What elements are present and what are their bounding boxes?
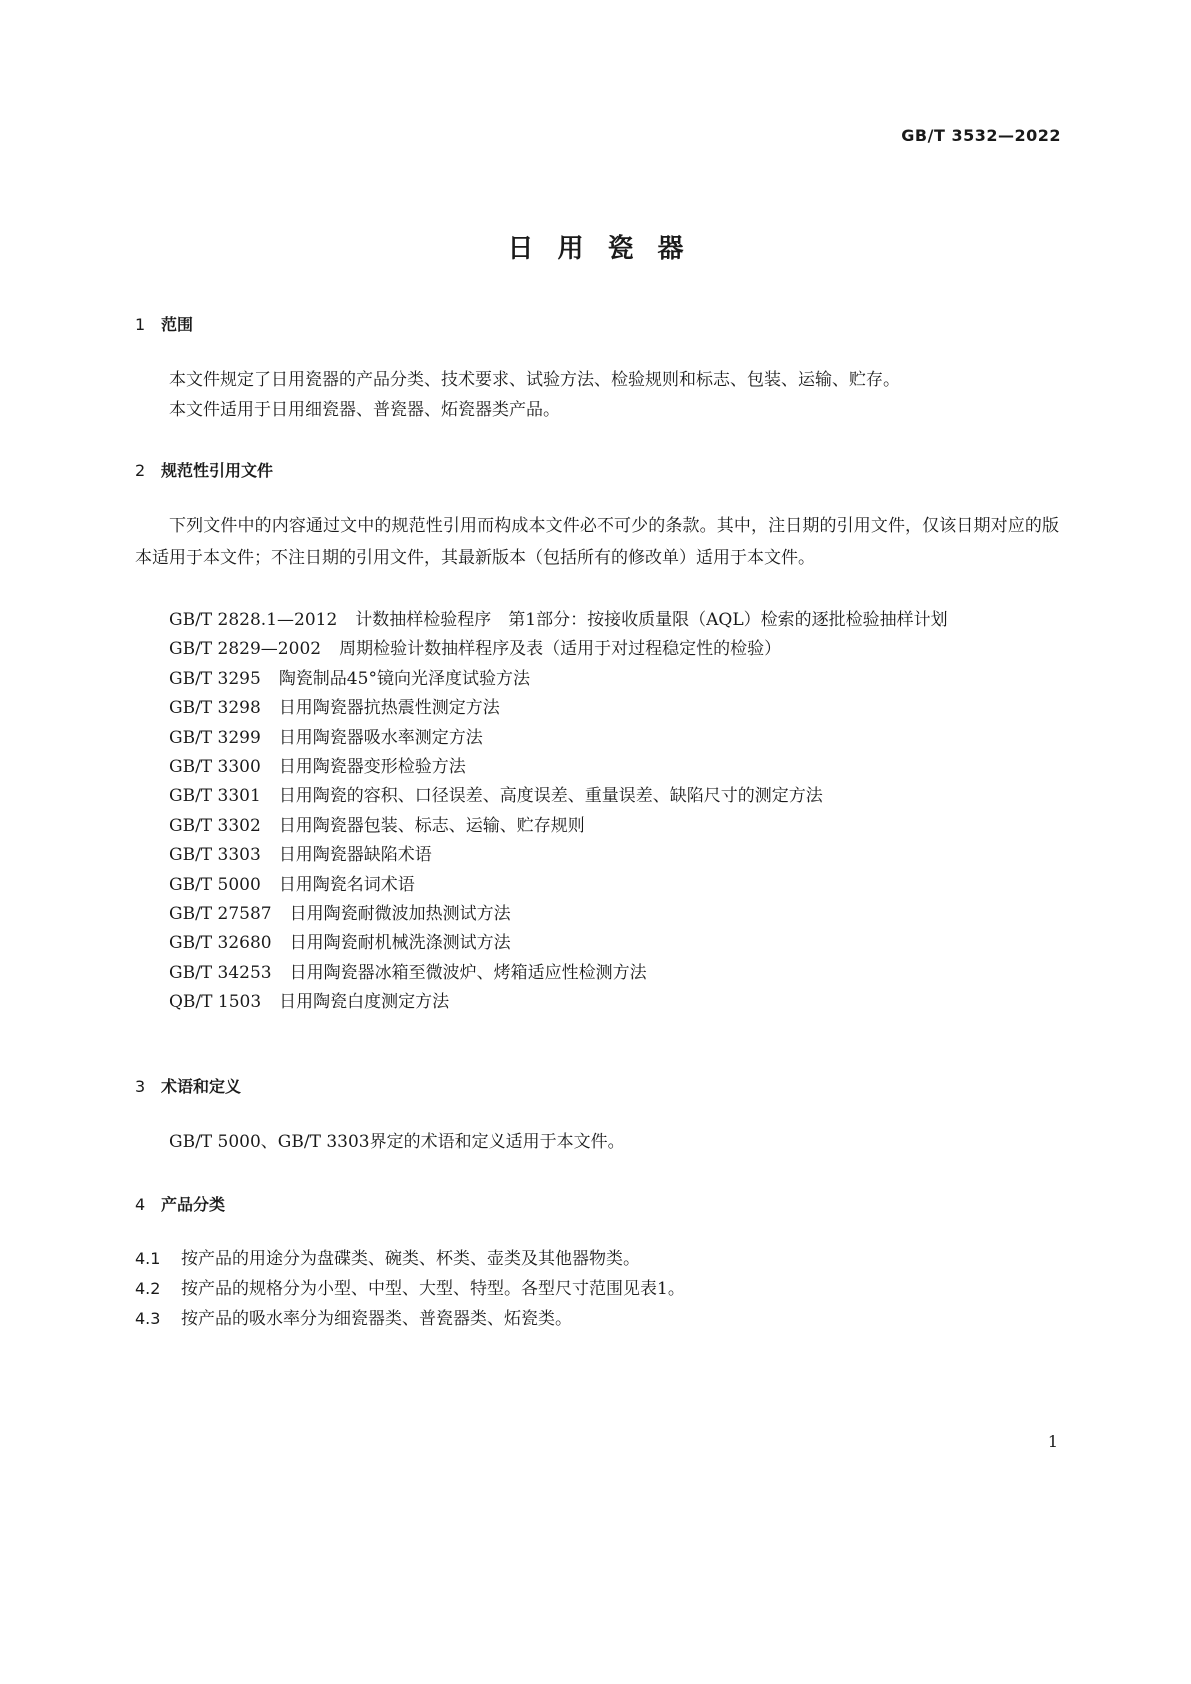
section-1-paragraph-2: 本文件适用于日用细瓷器、普瓷器、炻瓷器类产品。	[169, 400, 560, 420]
reference-title: 日用陶瓷器吸水率测定方法	[278, 727, 483, 748]
reference-item	[135, 606, 1059, 635]
reference-code: GB/T 2828.1—2012	[169, 610, 338, 630]
clause-text: 按产品的吸水率分为细瓷器类、普瓷器类、炻瓷类。	[181, 1309, 572, 1329]
reference-item	[135, 929, 1059, 958]
reference-item	[135, 724, 1059, 753]
section-3-paragraph: GB/T 5000、GB/T 3303界定的术语和定义适用于本文件。	[169, 1132, 625, 1152]
reference-title: 周期检验计数抽样程序及表（适用于对过程稳定性的检验）	[339, 639, 782, 660]
reference-item	[135, 665, 1059, 694]
reference-code: GB/T 5000	[169, 874, 261, 895]
section-1-heading	[135, 312, 193, 335]
section-3-heading	[135, 1074, 241, 1097]
clause-4-2	[135, 1274, 1059, 1304]
reference-code: GB/T 32680	[169, 933, 272, 954]
reference-title: 日用陶瓷白度测定方法	[279, 992, 450, 1013]
reference-title: 日用陶瓷器变形检验方法	[278, 757, 466, 778]
reference-item	[135, 635, 1059, 664]
reference-item	[135, 753, 1059, 782]
reference-code: QB/T 1503	[169, 992, 262, 1013]
section-number: 1	[135, 315, 146, 334]
clause-4-3	[135, 1304, 1059, 1334]
reference-code: GB/T 3299	[169, 727, 261, 748]
section-number: 2	[135, 461, 146, 480]
reference-title: 陶瓷制品45°镜向光泽度试验方法	[278, 668, 530, 689]
reference-item	[135, 782, 1059, 811]
normative-references-list	[135, 606, 1059, 1018]
reference-code: GB/T 3295	[169, 668, 261, 689]
reference-code: GB/T 3300	[169, 757, 261, 778]
section-number: 3	[135, 1077, 146, 1096]
section-4-heading	[135, 1192, 225, 1215]
section-2-heading	[135, 458, 273, 481]
reference-item	[135, 871, 1059, 900]
section-title: 范围	[161, 315, 194, 334]
clause-number: 4.3	[135, 1309, 161, 1328]
section-number: 4	[135, 1195, 146, 1214]
reference-code: GB/T 27587	[169, 904, 272, 925]
reference-code: GB/T 3303	[169, 845, 261, 866]
reference-item	[135, 694, 1059, 723]
reference-title: 日用陶瓷器冰箱至微波炉、烤箱适应性检测方法	[289, 962, 647, 983]
reference-code: GB/T 3302	[169, 815, 261, 836]
standard-number: GB/T 3532—2022	[901, 126, 1061, 145]
reference-title: 日用陶瓷耐机械洗涤测试方法	[289, 933, 511, 954]
reference-item	[135, 900, 1059, 929]
reference-title: 日用陶瓷耐微波加热测试方法	[289, 904, 511, 925]
clause-number: 4.2	[135, 1279, 161, 1298]
reference-title: 日用陶瓷器包装、标志、运输、贮存规则	[278, 815, 585, 836]
reference-title: 日用陶瓷的容积、口径误差、高度误差、重量误差、缺陷尺寸的测定方法	[278, 786, 823, 807]
reference-code: GB/T 34253	[169, 962, 272, 983]
section-title: 产品分类	[161, 1195, 226, 1214]
reference-item	[135, 841, 1059, 870]
reference-title: 日用陶瓷器抗热震性测定方法	[278, 698, 500, 719]
reference-item	[135, 959, 1059, 988]
clause-text: 按产品的规格分为小型、中型、大型、特型。各型尺寸范围见表1。	[181, 1279, 685, 1299]
reference-title: 日用陶瓷名词术语	[278, 874, 415, 895]
clause-4-1	[135, 1244, 1059, 1274]
clause-number: 4.1	[135, 1249, 161, 1268]
section-title: 术语和定义	[161, 1077, 242, 1096]
section-1-paragraph-1: 本文件规定了日用瓷器的产品分类、技术要求、试验方法、检验规则和标志、包装、运输、贮存。	[169, 370, 900, 390]
reference-code: GB/T 3301	[169, 786, 261, 807]
clause-text: 按产品的用途分为盘碟类、碗类、杯类、壶类及其他器物类。	[181, 1249, 640, 1269]
reference-title: 计数抽样检验程序 第1部分：按接收质量限（AQL）检索的逐批检验抽样计划	[355, 610, 948, 630]
section-2-intro: 下列文件中的内容通过文中的规范性引用而构成本文件必不可少的条款。其中，注日期的引用文件，仅该日期对应的版本适用于本文件；不注日期的引用文件，其最新版本（包括所有的修改单）适用于本文件。	[135, 516, 1059, 568]
reference-code: GB/T 3298	[169, 698, 261, 719]
section-title: 规范性引用文件	[161, 461, 274, 480]
page-number: 1	[1047, 1432, 1058, 1451]
reference-item	[135, 988, 1059, 1017]
reference-code: GB/T 2829—2002	[169, 639, 322, 660]
reference-title: 日用陶瓷器缺陷术语	[278, 845, 432, 866]
document-title: 日用瓷器	[507, 234, 708, 264]
reference-item	[135, 812, 1059, 841]
